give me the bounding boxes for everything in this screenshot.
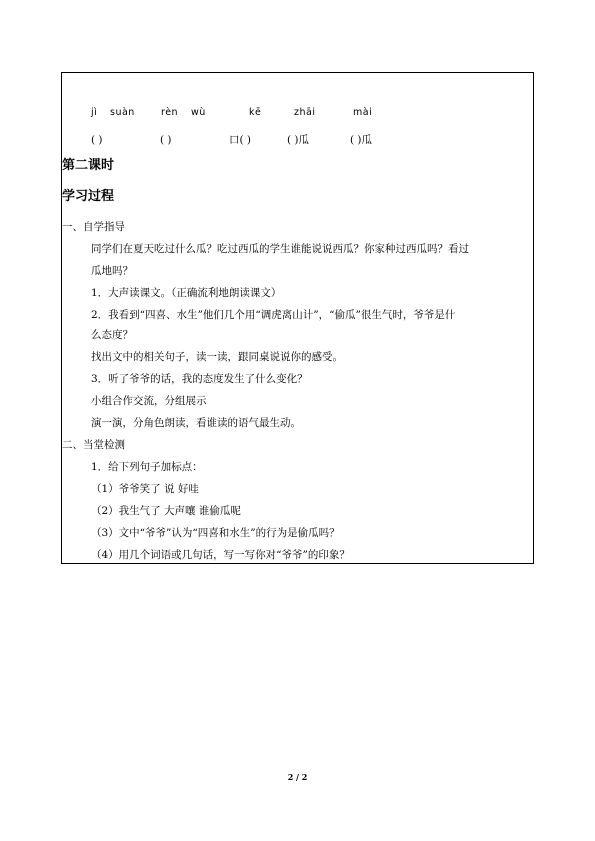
lesson-title: 第二课时 xyxy=(62,158,115,173)
check-sub-1: （1）爷爷笑了 说 好哇 xyxy=(91,483,199,495)
pinyin-mai: mài xyxy=(353,107,373,118)
item-3-task-1: 小组合作交流，分组展示 xyxy=(91,395,207,407)
check-sub-4: （4）用几个词语或几句话，写一写你对“爷爷”的印象？ xyxy=(91,549,350,561)
pinyin-wu: wù xyxy=(191,107,206,118)
section1-heading: 一、自学指导 xyxy=(62,221,125,233)
blank-ke: 口( ) xyxy=(229,134,252,146)
pinyin-suan: suàn xyxy=(110,107,135,118)
item-1: 1．大声读课文。（正确流利地朗读课文） xyxy=(91,287,282,299)
section2-heading: 二、当堂检测 xyxy=(62,439,125,451)
pinyin-ke: kē xyxy=(249,107,262,118)
item-2-task: 找出文中的相关句子，读一读，跟同桌说说你的感受。 xyxy=(91,351,343,363)
pinyin-ren: rèn xyxy=(161,107,179,118)
blank-renwu: ( ) xyxy=(160,134,172,146)
item-2-line-1: 2．我看到“四喜、水生”他们几个用“调虎离山计”，“偷瓜”很生气时，爷爷是什 xyxy=(91,309,456,321)
item-3: 3．听了爷爷的话，我的态度发生了什么变化？ xyxy=(91,373,308,385)
blank-jisuan: ( ) xyxy=(91,134,103,146)
item-3-task-2: 演一演，分角色朗读，看谁读的语气最生动。 xyxy=(91,417,301,429)
check-sub-2: （2）我生气了 大声嚷 谁偷瓜呢 xyxy=(91,505,241,517)
pinyin-ji: jì xyxy=(91,107,98,118)
pinyin-zhai: zhāi xyxy=(294,107,316,118)
process-title: 学习过程 xyxy=(62,189,115,204)
blank-mai-gua: ( )瓜 xyxy=(350,134,373,146)
check-item-1: 1．给下列句子加标点： xyxy=(91,461,203,473)
intro-line-2: 瓜地吗？ xyxy=(91,265,133,277)
check-sub-3: （3）文中“爷爷”认为“四喜和水生”的行为是偷瓜吗？ xyxy=(91,527,340,539)
item-2-line-2: 么态度？ xyxy=(91,329,133,341)
page-number: 2 / 2 xyxy=(287,772,308,782)
blank-zhai-gua: ( )瓜 xyxy=(287,134,310,146)
intro-line-1: 同学们在夏天吃过什么瓜？吃过西瓜的学生谁能说说西瓜？你家种过西瓜吗？看过 xyxy=(91,243,469,255)
